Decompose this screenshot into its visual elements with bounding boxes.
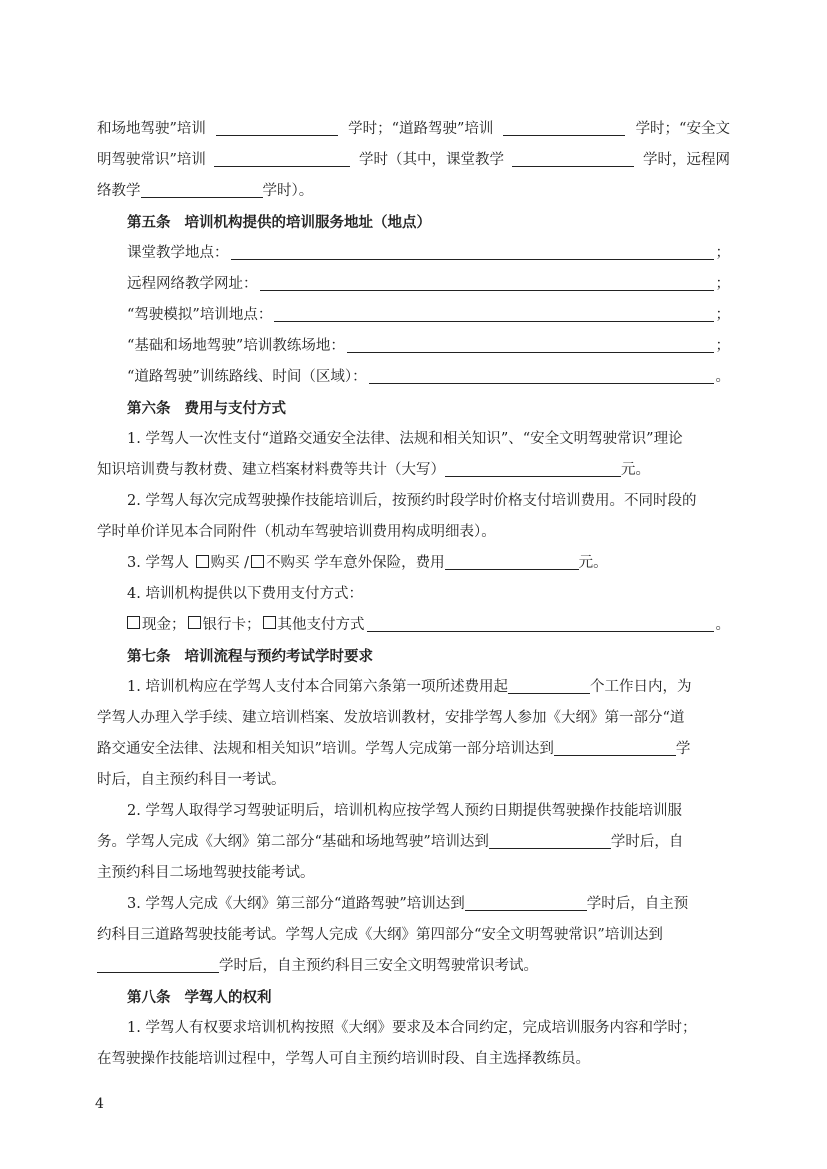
text: 学时单价详见本合同附件（机动车驾驶培训费用构成明细表）。 <box>97 524 496 540</box>
text: 1. 学驾人一次性支付“道路交通安全法律、法规和相关知识”、“安全文明驾驶常识”理论 <box>127 431 683 447</box>
article-title: 学驾人的权利 <box>184 989 272 1006</box>
workdays-blank[interactable] <box>508 679 590 694</box>
fill-blank[interactable] <box>214 152 350 167</box>
fill-blank[interactable] <box>141 183 263 198</box>
text: 学 <box>675 741 691 757</box>
article-6-heading <box>97 393 730 424</box>
text: 学时，远程网 <box>642 152 730 168</box>
field-label: 远程网络教学网址： <box>127 276 258 292</box>
text-line <box>97 951 730 982</box>
total-fee-blank[interactable] <box>445 462 621 477</box>
fill-blank[interactable] <box>216 121 338 136</box>
text-line <box>97 548 730 579</box>
text: 1. 学驾人有权要求培训机构按照《大纲》要求及本合同约定，完成培训服务内容和学时； <box>127 1020 697 1036</box>
cash-checkbox[interactable] <box>127 616 140 629</box>
field-label: “道路驾驶”训练路线、时间（区域）： <box>127 369 367 385</box>
text-line <box>97 796 730 827</box>
text: 学时后，自主预约科目三安全文明驾驶常识考试。 <box>219 958 538 974</box>
text-line <box>97 889 730 920</box>
article-7-heading <box>97 641 730 672</box>
text: 学时）。 <box>262 183 314 199</box>
text: 和场地驾驶”培训 <box>97 121 206 137</box>
text-line <box>97 765 730 796</box>
text: 3. 学驾人完成《大纲》第三部分“道路驾驶”培训达到 <box>127 896 465 912</box>
text-line <box>97 486 730 517</box>
text-line <box>97 827 730 858</box>
field-label: “驾驶模拟”培训地点： <box>127 307 273 323</box>
article-number: 第八条 <box>127 989 171 1006</box>
text: 络教学 <box>97 183 141 199</box>
text-line <box>97 176 730 207</box>
field-label: 课堂教学地点： <box>127 245 229 261</box>
text-line <box>97 1013 730 1044</box>
punct: ； <box>715 307 730 323</box>
text: 1. 培训机构应在学驾人支付本合同第六条第一项所述费用起 <box>127 679 508 695</box>
text: 学时；“道路驾驶”培训 <box>348 121 494 137</box>
article-number: 第七条 <box>127 648 171 665</box>
text: 约科目三道路驾驶技能考试。学驾人完成《大纲》第四部分“安全文明驾驶常识”培训达到 <box>97 927 663 943</box>
text: 个工作日内，为 <box>589 679 692 695</box>
road-route-blank[interactable] <box>369 369 714 384</box>
text: 在驾驶操作技能培训过程中，学驾人可自主预约培训时段、自主选择教练员。 <box>97 1051 590 1067</box>
punct: ； <box>715 338 730 354</box>
text-line <box>97 920 730 951</box>
text-line <box>97 672 730 703</box>
punct: 。 <box>715 617 730 633</box>
text: 3. 学驾人 <box>127 555 189 571</box>
buy-insurance-checkbox[interactable] <box>196 555 209 568</box>
text: 2. 学驾人取得学习驾驶证明后，培训机构应按学驾人预约日期提供驾驶操作技能培训服 <box>127 803 682 819</box>
simulator-location-blank[interactable] <box>274 307 713 322</box>
other-payment-checkbox[interactable] <box>263 616 276 629</box>
hours-blank[interactable] <box>489 834 611 849</box>
contract-body <box>97 114 730 1075</box>
address-line <box>97 362 730 393</box>
text: 学时后，自主预 <box>586 896 689 912</box>
text-line <box>97 114 730 145</box>
page-number: 4 <box>95 1096 104 1112</box>
text: 其他支付方式 <box>277 617 365 633</box>
text: 银行卡； <box>202 617 261 633</box>
fill-blank[interactable] <box>503 121 625 136</box>
text: 知识培训费与教材费、建立档案材料费等共计（大写） <box>97 462 445 478</box>
address-line <box>97 238 730 269</box>
text: 主预约科目二场地驾驶技能考试。 <box>97 865 315 881</box>
text: 元。 <box>621 462 650 478</box>
text-line <box>97 858 730 889</box>
article-5-heading <box>97 207 730 238</box>
punct: 。 <box>715 369 730 385</box>
address-line <box>97 269 730 300</box>
no-insurance-checkbox[interactable] <box>251 555 264 568</box>
other-payment-blank[interactable] <box>367 617 714 632</box>
text-line <box>97 424 730 455</box>
article-title: 培训机构提供的培训服务地址（地点） <box>184 214 431 231</box>
address-line <box>97 300 730 331</box>
article-number: 第五条 <box>127 214 171 231</box>
text: 4. 培训机构提供以下费用支付方式： <box>127 586 363 602</box>
insurance-fee-blank[interactable] <box>445 555 579 570</box>
bank-card-checkbox[interactable] <box>188 616 201 629</box>
text-line <box>97 703 730 734</box>
text: 不购买 学车意外保险，费用 <box>266 555 445 571</box>
fill-blank[interactable] <box>512 152 634 167</box>
classroom-address-blank[interactable] <box>231 245 714 260</box>
text: 现金； <box>142 617 186 633</box>
text-line <box>97 145 730 176</box>
punct: ； <box>715 245 730 261</box>
article-8-heading <box>97 982 730 1013</box>
article-title: 培训流程与预约考试学时要求 <box>184 648 373 665</box>
address-line <box>97 331 730 362</box>
punct: ； <box>715 276 730 292</box>
text: 学驾人办理入学手续、建立培训档案、发放培训教材，安排学驾人参加《大纲》第一部分“道 <box>97 710 685 726</box>
text: 学时（其中，课堂教学 <box>358 152 504 168</box>
article-number: 第六条 <box>127 400 171 417</box>
article-title: 费用与支付方式 <box>184 400 286 417</box>
training-ground-blank[interactable] <box>347 338 714 353</box>
text: 路交通安全法律、法规和相关知识”培训。学驾人完成第一部分培训达到 <box>97 741 554 757</box>
payment-options-line <box>97 610 730 641</box>
text-line <box>97 1044 730 1075</box>
text: 时后，自主预约科目一考试。 <box>97 772 286 788</box>
text: 学时；“安全文 <box>635 121 730 137</box>
hours-blank[interactable] <box>97 958 219 973</box>
text-line <box>97 517 730 548</box>
text: 元。 <box>578 555 608 571</box>
text-line <box>97 455 730 486</box>
hours-blank[interactable] <box>554 741 676 756</box>
text-line <box>97 734 730 765</box>
text: 学时后，自 <box>610 834 684 850</box>
hours-blank[interactable] <box>465 896 587 911</box>
text: 务。学驾人完成《大纲》第二部分“基础和场地驾驶”培训达到 <box>97 834 489 850</box>
text: 2. 学驾人每次完成驾驶操作技能培训后，按预约时段学时价格支付培训费用。不同时段的 <box>127 493 697 509</box>
field-label: “基础和场地驾驶”培训教练场地： <box>127 338 345 354</box>
online-url-blank[interactable] <box>260 276 714 291</box>
text: 明驾驶常识”培训 <box>97 152 206 168</box>
text: 购买 / <box>210 555 250 571</box>
text-line <box>97 579 730 610</box>
